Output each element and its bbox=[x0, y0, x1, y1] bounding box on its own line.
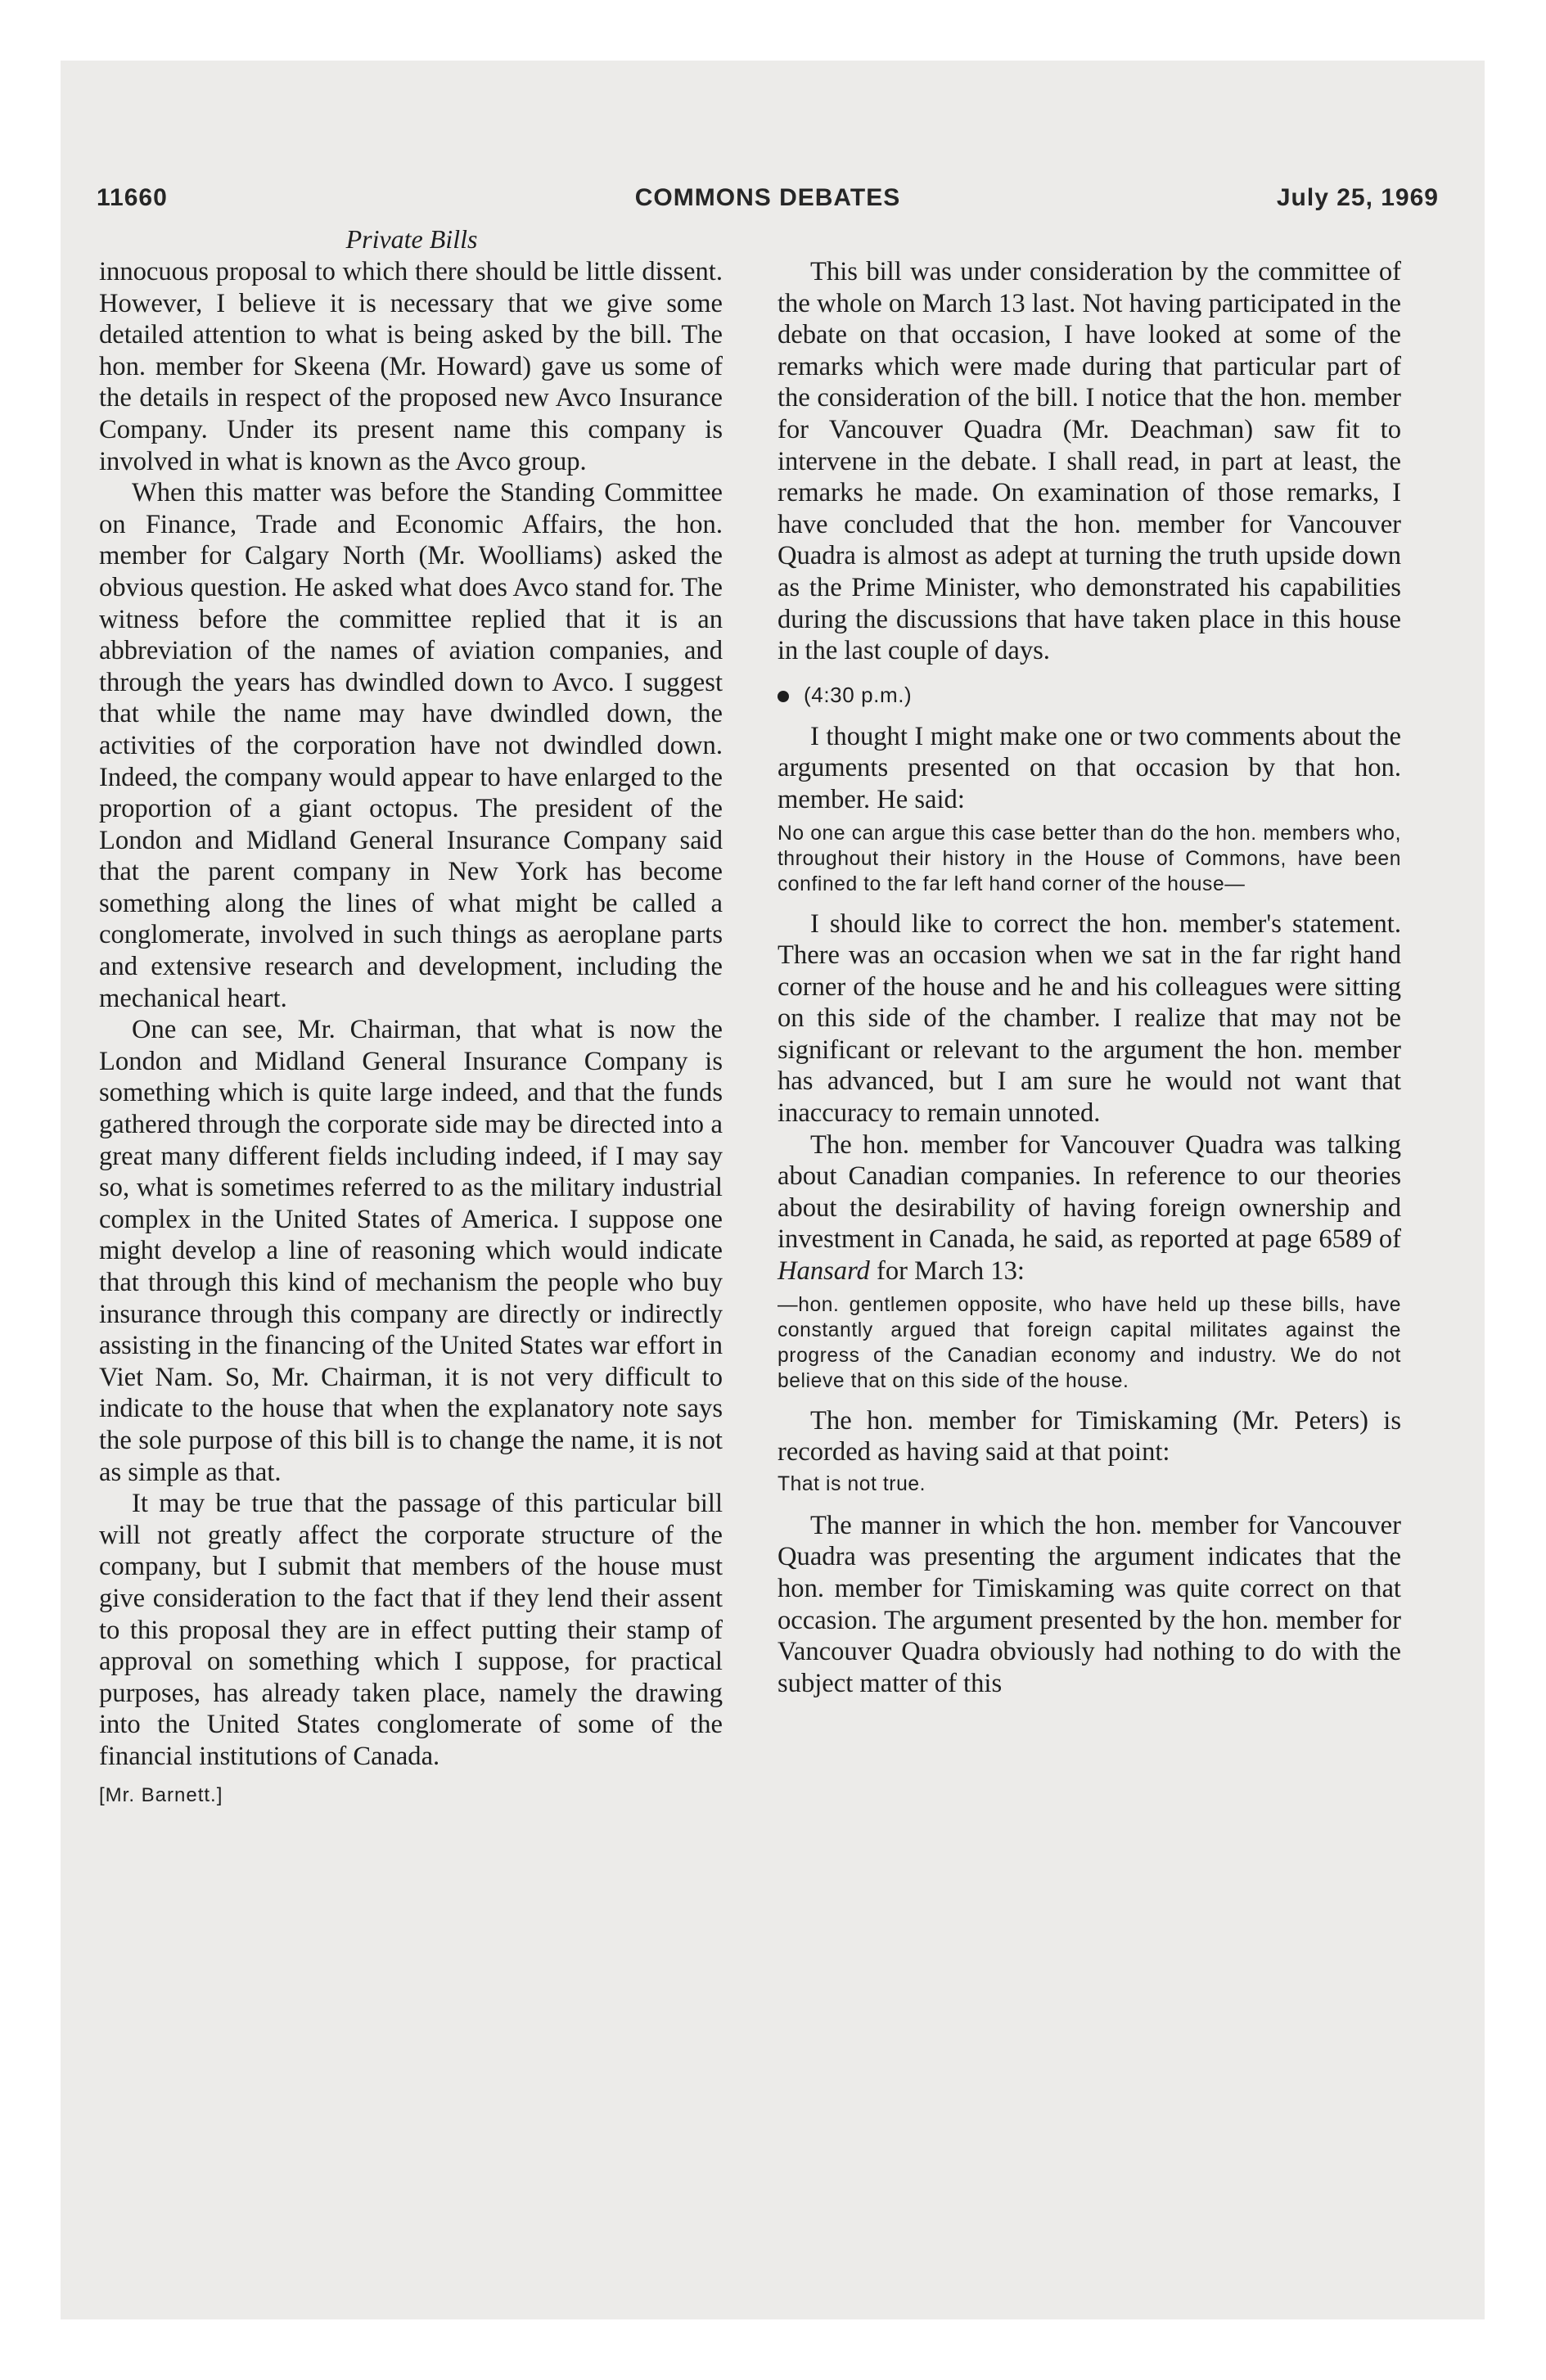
page-number: 11660 bbox=[97, 184, 168, 211]
right-column bbox=[778, 256, 1401, 1699]
left-column bbox=[99, 256, 723, 1809]
right-paragraph-3: I should like to correct the hon. member's statement. There was an occasion when we sat in the far right hand corner of the house and he and his colleagues were sitting on this side of the chamber. I realize that may not be significant or relevant to the argument the hon. member has advanced, but I am sure he would not want that inaccuracy to remain unnoted. bbox=[778, 908, 1401, 1129]
speaker-tag: [Mr. Barnett.] bbox=[99, 1783, 223, 1806]
block-quote-2: —hon. gentlemen opposite, who have held up these bills, have constantly argued that foreign capital militates against the progress of the Canadian economy and industry. We do not believe that on this side of the house. bbox=[778, 1293, 1401, 1392]
left-paragraph-3: One can see, Mr. Chairman, that what is now the London and Midland General Insurance Company is something which is quite large indeed, and that the funds gathered through the corporate side may be directed into a great many different fields including indeed, if I may say so, what is sometimes referred to as the military industrial complex in the United States of America. I suppose one might develop a line of reasoning which would indicate that through this kind of mechanism the people who buy insurance through this company are directly or indirectly assisting in the financing of the United States war effort in Viet Nam. So, Mr. Chairman, it is not very difficult to indicate to the house that when the explanatory note says the sole purpose of this bill is to change the name, it is not as simple as that. bbox=[99, 1015, 723, 1487]
right-paragraph-1: This bill was under consideration by the committee of the whole on March 13 last. Not having participated in the debate on that occasion, I have looked at some of the remarks which were made during that particular part of the consideration of the bill. I notice that the hon. member for Vancouver Quadra (Mr. Deachman) saw fit to intervene in the debate. I shall read, in part at least, the remarks he made. On examination of those remarks, I have concluded that the hon. member for Vancouver Quadra is almost as adept at turning the truth upside down as the Prime Minister, who demonstrated his capabilities during the discussions that have taken place in this house in the last couple of days. bbox=[778, 257, 1401, 666]
time-marker bbox=[778, 682, 1401, 708]
block-quote-1: No one can argue this case better than do the hon. members who, throughout their history in the House of Commons, have been confined to the far left hand corner of the house— bbox=[778, 822, 1401, 895]
page-header bbox=[97, 184, 1439, 217]
left-paragraph-2: When this matter was before the Standing Committee on Finance, Trade and Economic Affairs, the hon. member for Calgary North (Mr. Woolliams) asked the obvious question. He asked what does Avco stand for. The witness before the committee replied that it is an abbreviation of the names of aviation companies, and through the years has dwindled down to Avco. I suggest that while the name may have dwindled down, the activities of the corporation have not dwindled down. Indeed, the company would appear to have enlarged to the proportion of a giant octopus. The president of the London and Midland General Insurance Company said that the parent company in New York has become something along the lines of what might be called a conglomerate, involved in such things as aeroplane parts and extensive research and development, including the mechanical heart. bbox=[99, 478, 723, 1013]
left-paragraph-4: It may be true that the passage of this particular bill will not greatly affect the corporate structure of the company, but I submit that members of the house must give consideration to the fact that if they lend their assent to this proposal they are in effect putting their stamp of approval on something which I suppose, for practical purposes, has already taken place, namely the drawing into the United States conglomerate of some of the financial institutions of Canada. bbox=[99, 1489, 723, 1771]
bullet-icon bbox=[778, 691, 789, 702]
page-date: July 25, 1969 bbox=[1276, 184, 1439, 211]
right-paragraph-4-text-b: for March 13: bbox=[869, 1256, 1025, 1287]
right-paragraph-5: The hon. member for Timiskaming (Mr. Peters) is recorded as having said at that point: bbox=[778, 1405, 1401, 1467]
left-paragraph-1: innocuous proposal to which there should be little dissent. However, I believe it is necessary that we give some detailed attention to what is being asked by the bill. The hon. member for Skeena (Mr. Howard) gave us some of the details in respect of the proposed new Avco Insurance Company. Under its present name this company is involved in what is known as the Avco group. bbox=[99, 257, 723, 476]
section-heading: Private Bills bbox=[345, 224, 478, 254]
time-marker-text: (4:30 p.m.) bbox=[804, 682, 913, 707]
hansard-title: Hansard bbox=[778, 1256, 870, 1287]
right-paragraph-4 bbox=[778, 1129, 1401, 1287]
block-quote-3: That is not true. bbox=[778, 1472, 926, 1495]
right-paragraph-2: I thought I might make one or two comments about the arguments presented on that occasion by that hon. member. He said: bbox=[778, 721, 1401, 814]
right-paragraph-6: The manner in which the hon. member for Vancouver Quadra was presenting the argument indicates that the hon. member for Timiskaming was quite correct on that occasion. The argument presented by the hon. member for Vancouver Quadra obviously had nothing to do with the subject matter of this bbox=[778, 1510, 1401, 1698]
right-paragraph-4-text-a: The hon. member for Vancouver Quadra was talking about Canadian companies. In reference to our theories about the desirability of having foreign ownership and investment in Canada, he said, as reported at page 6589 of bbox=[778, 1129, 1401, 1255]
publication-title: COMMONS DEBATES bbox=[634, 184, 901, 211]
